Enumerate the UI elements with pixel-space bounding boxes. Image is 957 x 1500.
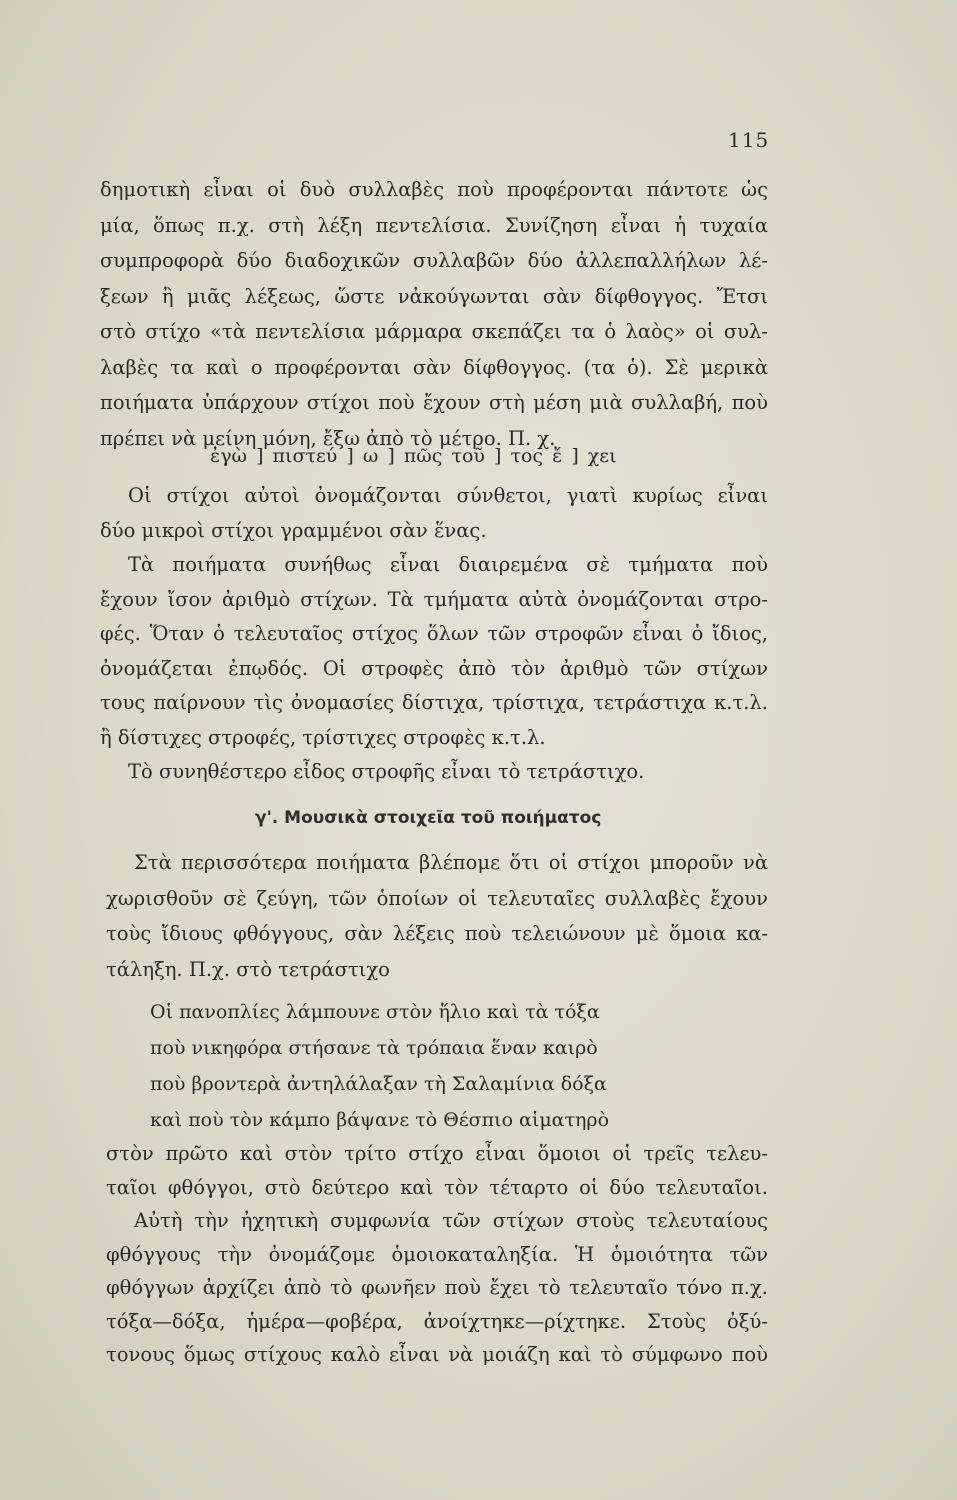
text-line: ὀνομάζεται ἐπῳδός. Οἱ στροφὲς ἀπὸ τὸν ἀριθμὸ τῶν στίχων — [100, 656, 768, 680]
text-line: δημοτικὴ εἶναι οἱ δυὸ συλλαβὲς ποὺ προφέρονται πάντοτε ὡς — [100, 178, 768, 201]
text-line: Τὰ ποιήματα συνήθως εἶναι διαιρεμένα σὲ τμήματα ποὺ — [128, 553, 768, 576]
text-line: πρέπει νὰ μείνη μόνη, ἔξω ἀπὸ τὸ μέτρο. Π. χ. — [100, 426, 556, 450]
paragraph-stanzas — [100, 479, 768, 790]
text-line: φές. Ὅταν ὁ τελευταῖος στίχος ὅλων τῶν στροφῶν εἶναι ὁ ἴδιος, — [100, 622, 768, 645]
poem-line: ποὺ βροντερὰ ἀντηλάλαξαν τὴ Σαλαμίνια δόξα — [150, 1073, 607, 1095]
poem-line: ποὺ νικηφόρα στήσανε τὰ τρόπαια ἕναν καιρὸ — [150, 1037, 598, 1059]
text-line: φθόγγους τὴν ὀνομάζομε ὁμοιοκαταληξία. Ἡ ὁμοιότητα τῶν — [106, 1242, 768, 1266]
poem-line: Οἱ πανοπλίες λάμπουνε στὸν ἥλιο καὶ τὰ τόξα — [150, 1001, 600, 1023]
text-line: μία, ὅπως π.χ. στὴ λέξη πεντελίσια. Συνίζηση εἶναι ἡ τυχαία — [100, 213, 768, 237]
page-number: 115 — [728, 128, 770, 152]
text-line: τους παίρνουν τὶς ὀνομασίες δίστιχα, τρίστιχα, τετράστιχα κ.τ.λ. — [100, 691, 768, 714]
text-line: τόξα—δόξα, ἡμέρα—φοβέρα, ἀνοίχτηκε—ρίχτηκε. Στοὺς ὀξύ- — [106, 1309, 768, 1333]
text-line: συμπροφορὰ δύο διαδοχικῶν συλλαβῶν δύο ἀλλεπαλλήλων λέ- — [100, 249, 768, 272]
text-line: λαβὲς τα καὶ ο προφέρονται σὰν δίφθογγος. (τα ὁ). Σὲ μερικὰ — [100, 355, 768, 379]
text-line: ἢ δίστιχες στροφές, τρίστιχες στροφὲς κ.τ.λ. — [100, 725, 546, 749]
text-line: ποιήματα ὑπάρχουν στίχοι ποὺ ἔχουν στὴ μέση μιὰ συλλαβή, ποὺ — [100, 391, 768, 414]
poem-quatrain — [150, 994, 609, 1138]
text-line: τονους ὅμως στίχους καλὸ εἶναι νὰ μοιάζη καὶ τὸ σύμφωνο ποὺ — [106, 1343, 768, 1366]
text-line: τάληξη. Π.χ. στὸ τετράστιχο — [106, 957, 390, 981]
section-heading: γ'. Μουσικὰ στοιχεῖα τοῦ ποιήματος — [255, 808, 602, 828]
text-line: χωρισθοῦν σὲ ζεύγη, τῶν ὁποίων οἱ τελευταῖες συλλαβὲς ἔχουν — [106, 886, 768, 910]
text-line: ἔχουν ἴσον ἀριθμὸ στίχων. Τὰ τμήματα αὐτὰ ὀνομάζονται στρο- — [100, 587, 768, 611]
text-line: Αὐτὴ τὴν ἠχητικὴ συμφωνία τῶν στίχων στοὺς τελευταίους — [134, 1209, 768, 1232]
text-line: στὸ στίχο «τὰ πεντελίσια μάρμαρα σκεπάζει τα ὁ λαὸς» οἱ συλ- — [100, 320, 768, 343]
text-line: στὸν πρῶτο καὶ στὸν τρίτο στίχο εἶναι ὅμοιοι οἱ τρεῖς τελευ- — [106, 1142, 768, 1165]
text-line: τοὺς ἴδιους φθόγγους, σὰν λέξεις ποὺ τελειώνουν μὲ ὅμοια κα- — [106, 922, 768, 945]
text-line: Στὰ περισσότερα ποιήματα βλέπομε ὅτι οἱ στίχοι μποροῦν νὰ — [134, 851, 768, 874]
text-line: Τὸ συνηθέστερο εἶδος στροφῆς εἶναι τὸ τετράστιχο. — [128, 760, 645, 783]
example-verse: ἐγὼ ] πιστεύ ] ω ] πῶς τοῦ ] τος ἔ ] χει — [210, 445, 617, 467]
text-line: Οἱ στίχοι αὐτοὶ ὀνομάζονται σύνθετοι, γιατὶ κυρίως εἶναι — [128, 484, 768, 507]
text-line: ξεων ἢ μιᾶς λέξεως, ὥστε νἀκούγωνται σὰν δίφθογγος. Ἔτσι — [100, 284, 768, 308]
paragraph-rhyme-explanation — [106, 1137, 768, 1372]
text-line: δύο μικροὶ στίχοι γραμμένοι σὰν ἕνας. — [100, 518, 487, 542]
poem-line: καὶ ποὺ τὸν κάμπο βάψανε τὸ Θέσπιο αἱματηρὸ — [150, 1109, 610, 1131]
paragraph-syllables — [100, 172, 768, 456]
paragraph-rhyme-intro — [106, 845, 768, 987]
text-line: φθόγγων ἀρχίζει ἀπὸ τὸ φωνῆεν ποὺ ἔχει τὸ τελευταῖο τόνο π.χ. — [106, 1276, 768, 1299]
text-line: ταῖοι φθόγγοι, στὸ δεύτερο καὶ τὸν τέταρτο οἱ δύο τελευταῖοι. — [106, 1175, 768, 1199]
